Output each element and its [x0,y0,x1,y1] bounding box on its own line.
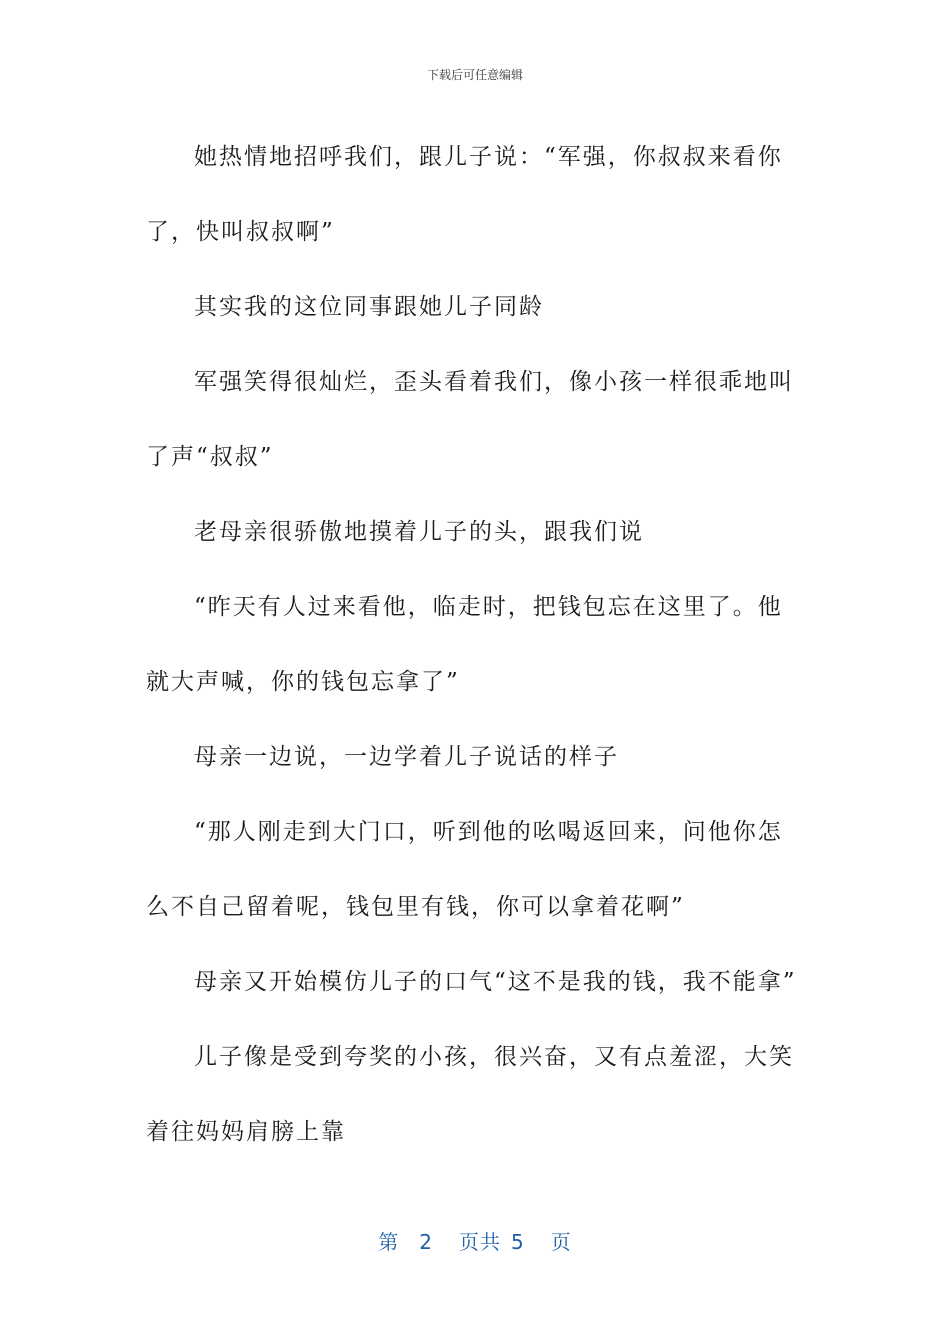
paragraph: 军强笑得很灿烂，歪头看着我们，像小孩一样很乖地叫了声“叔叔” [146,369,794,470]
header-note: 下载后可任意编辑 [426,68,523,82]
page-total-number: 5 [511,1230,525,1254]
paragraph: 儿子像是受到夸奖的小孩，很兴奋，又有点羞涩，大笑着往妈妈肩膀上靠 [146,1044,794,1145]
paragraph: 她热情地招呼我们，跟儿子说：“军强，你叔叔来看你了，快叫叔叔啊” [146,144,783,245]
paragraph: “昨天有人过来看他，临走时，把钱包忘在这里了。他就大声喊，你的钱包忘拿了” [146,594,783,695]
document-body [146,120,806,1170]
paragraph: 母亲一边说，一边学着儿子说话的样子 [194,744,619,770]
paragraph: “那人刚走到大门口，听到他的吆喝返回来，问他你怎么不自己留着呢，钱包里有钱，你可以拿着花啊” [146,819,783,920]
page-mid-label: 页共 [459,1230,501,1254]
page-prefix: 第 [378,1230,400,1254]
page-current-number: 2 [419,1230,433,1254]
paragraph: 母亲又开始模仿儿子的口气“这不是我的钱，我不能拿” [194,969,797,995]
page-footer [0,1226,950,1255]
paragraph: 其实我的这位同事跟她儿子同龄 [194,294,544,320]
paragraph: 老母亲很骄傲地摸着儿子的头，跟我们说 [194,519,644,545]
page-suffix: 页 [550,1230,572,1254]
